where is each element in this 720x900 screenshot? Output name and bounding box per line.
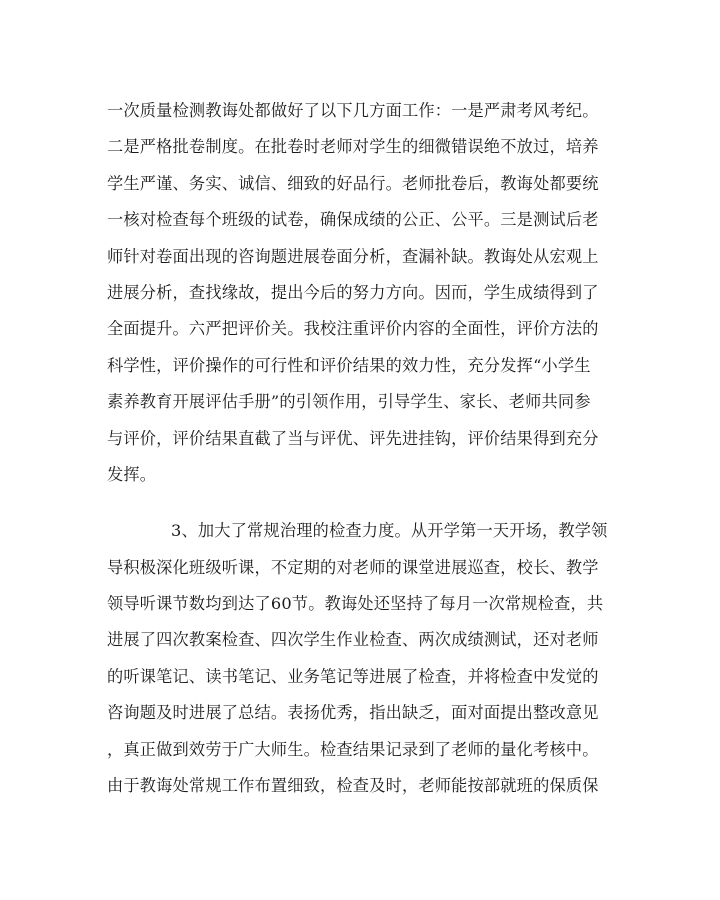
text-line: 科学性，评价操作的可行性和评价结果的效力性，充分发挥“小学生	[107, 355, 591, 375]
document-body	[107, 93, 617, 804]
text-line: 与评价，评价结果直截了当与评优、评先进挂钩，评价结果得到充分	[107, 428, 599, 448]
text-line: 一核对检查每个班级的试卷，确保成绩的公正、公平。三是测试后老	[107, 210, 599, 230]
text-line: 的听课笔记、读书笔记、业务笔记等进展了检查，并将检查中发觉的	[107, 666, 599, 686]
paragraph-2	[107, 513, 617, 804]
text-line: 领导听课节数均到达了60节。教诲处还坚持了每月一次常规检查，共	[107, 594, 604, 614]
text-line: 导积极深化班级听课，不定期的对老师的课堂进展巡查，校长、教学	[107, 557, 599, 577]
text-line: 师针对卷面出现的咨询题进展卷面分析，查漏补缺。教诲处从宏观上	[107, 246, 599, 266]
text-line: 发挥。	[107, 464, 157, 484]
text-line: 咨询题及时进展了总结。表扬优秀，指出缺乏，面对面提出整改意见	[107, 703, 599, 723]
paragraph-1	[107, 93, 617, 493]
text-line: 一次质量检测教诲处都做好了以下几方面工作：一是严肃考风考纪。	[107, 101, 599, 120]
text-line: 素养教育开展评估手册”的引领作用，引导学生、家长、老师共同参	[107, 392, 591, 412]
text-line: ，真正做到效劳于广大师生。检查结果记录到了老师的量化考核中。	[107, 739, 599, 759]
text-line: 进展分析，查找缘故，提出今后的努力方向。因而，学生成绩得到了	[107, 282, 599, 302]
text-line: 学生严谨、务实、诚信、细致的好品行。老师批卷后，教诲处都要统	[107, 173, 599, 193]
text-line: 进展了四次教案检查、四次学生作业检查、两次成绩测试，还对老师	[107, 630, 599, 650]
text-line: 由于教诲处常规工作布置细致，检查及时，老师能按部就班的保质保	[107, 776, 599, 796]
text-line: 3、加大了常规治理的检查力度。从开学第一天开场，教学领	[171, 521, 608, 541]
text-line: 全面提升。六严把评价关。我校注重评价内容的全面性，评价方法的	[107, 319, 599, 339]
paragraph-spacer	[107, 493, 617, 513]
text-line: 二是严格批卷制度。在批卷时老师对学生的细微错误绝不放过，培养	[107, 137, 599, 157]
